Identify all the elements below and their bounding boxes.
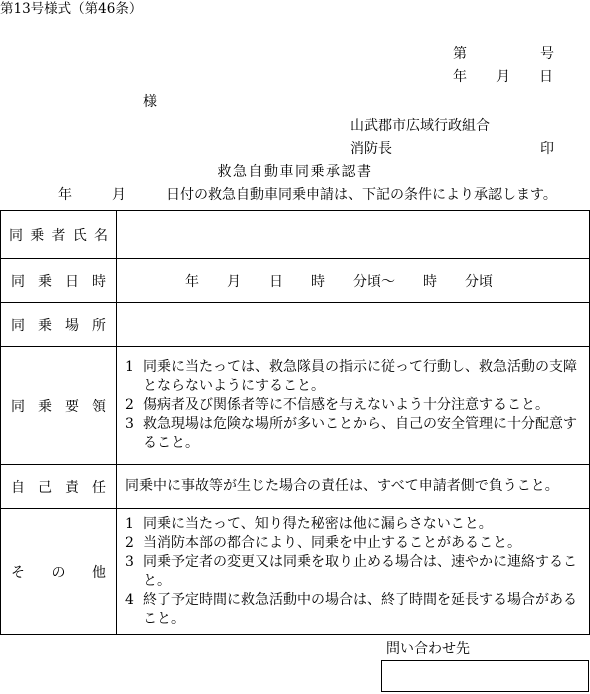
table-row (1, 259, 590, 303)
list-item: 2 当消防本部の都合により、同乗を中止することがあること。 (125, 534, 521, 551)
fire-chief-title: 消防長 (350, 141, 392, 157)
datetime-template: 年 月 日 時 分頃～ 時 分頃 (185, 273, 493, 290)
document-title: 救急自動車同乗承認書 (217, 164, 373, 180)
list-item: 2 傷病者及び関係者等に不信感を与えないよう十分注意すること。 (125, 397, 549, 413)
intro-text: 日付の救急自動車同乗申請は、下記の条件により承認します。 (166, 187, 557, 203)
row-label-ride-datetime: 同 乗 日 時 (11, 273, 106, 290)
list-item: 1 同乗に当たって、知り得た秘密は他に漏らさないこと。 (125, 515, 493, 532)
label-cell (1, 509, 117, 635)
self-responsibility-cell (117, 465, 590, 509)
row-label-other: そ の 他 (11, 564, 106, 581)
label-cell (1, 347, 117, 465)
table-row (1, 509, 590, 635)
issue-date (453, 68, 553, 86)
form-number-title: 第13号様式（第46条） (0, 1, 143, 17)
intro-year: 年 (58, 187, 72, 203)
date-month: 月 (496, 69, 510, 85)
list-item: 3 同乗予定者の変更又は同乗を取り止める場合は、速やかに連絡すること。 (125, 553, 577, 589)
self-responsibility-text: 同乗中に事故等が生じた場合の責任は、すべて申請者側で負うこと。 (125, 478, 559, 494)
table-row (1, 347, 590, 465)
contact-label: 問い合わせ先 (386, 641, 470, 657)
date-year: 年 (453, 69, 467, 85)
label-cell (1, 465, 117, 509)
row-label-self-responsibility: 自 己 責 任 (11, 479, 106, 496)
label-cell (1, 211, 117, 259)
list-item: 3 救急現場は危険な場所が多いことから、自己の安全管理に十分配意すること。 (125, 416, 577, 451)
table-row (1, 465, 590, 509)
label-cell (1, 303, 117, 347)
seal-mark: 印 (540, 141, 554, 157)
date-day: 日 (539, 69, 553, 85)
row-label-guidelines: 同 乗 要 領 (11, 398, 106, 415)
list-item: 1 同乗に当たっては、救急隊員の指示に従って行動し、救急活動の支障とならないようにすること。 (125, 359, 577, 394)
row-label-ride-location: 同 乗 場 所 (11, 317, 106, 334)
conditions-table (0, 210, 590, 635)
intro-sentence (58, 186, 557, 204)
organization-name: 山武郡市広域行政組合 (350, 118, 490, 134)
label-cell (1, 259, 117, 303)
contact-field[interactable] (381, 660, 589, 692)
ride-datetime-field[interactable] (117, 259, 590, 303)
passenger-name-field[interactable] (117, 211, 590, 259)
guidelines-cell (117, 347, 590, 465)
table-row (1, 303, 590, 347)
table-row (1, 211, 590, 259)
ride-location-field[interactable] (117, 303, 590, 347)
intro-month: 月 (112, 187, 126, 203)
document-number-label: 第 (453, 46, 467, 62)
row-label-passenger-name: 同 乗 者 氏 名 (9, 227, 108, 244)
list-item: 4 終了予定時間に救急活動中の場合は、終了時間を延長する場合があること。 (125, 591, 577, 627)
document-number-suffix: 号 (540, 46, 554, 62)
addressee-suffix: 様 (143, 94, 157, 110)
other-conditions-cell (117, 509, 590, 635)
